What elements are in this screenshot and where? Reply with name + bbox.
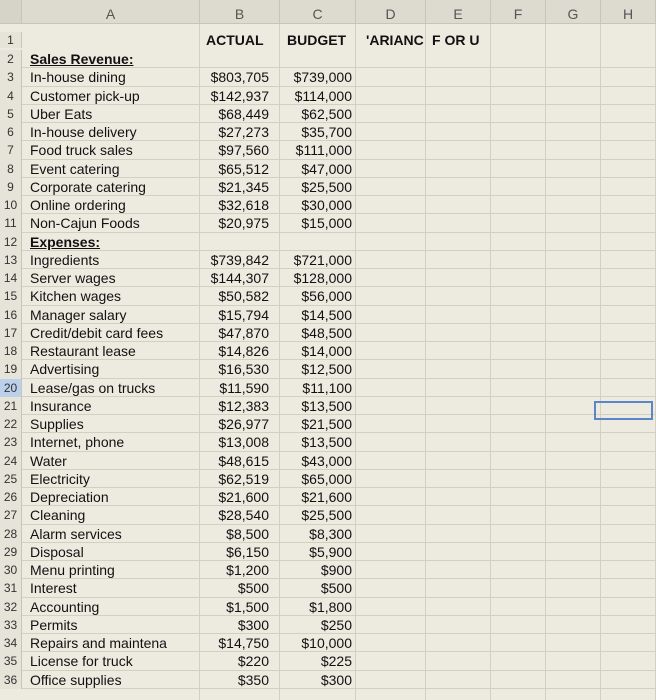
header-variance[interactable]: 'ARIANC	[366, 32, 424, 48]
cell-budget[interactable]: $500	[320, 580, 352, 597]
cell-budget[interactable]: $13,500	[301, 434, 352, 451]
column-header-a[interactable]: A	[22, 0, 200, 24]
cell-actual[interactable]: $21,345	[218, 178, 269, 195]
cell-budget[interactable]: $65,000	[301, 470, 352, 487]
row-header[interactable]: 13	[0, 251, 22, 269]
row-header[interactable]: 4	[0, 87, 22, 105]
cell-actual[interactable]: $26,977	[218, 416, 269, 432]
row-header[interactable]: 15	[0, 287, 22, 305]
cell-budget[interactable]: $30,000	[301, 197, 352, 213]
cell-actual[interactable]: $14,750	[218, 635, 269, 651]
cell-label[interactable]: Accounting	[30, 598, 100, 615]
row-header[interactable]: 34	[0, 634, 22, 652]
row-header[interactable]: 14	[0, 269, 22, 287]
cell-budget[interactable]: $13,500	[301, 397, 352, 414]
header-actual[interactable]: ACTUAL	[206, 32, 264, 48]
row-header[interactable]: 29	[0, 543, 22, 561]
cell-actual[interactable]: $32,618	[218, 197, 269, 213]
cell-budget[interactable]: $35,700	[301, 124, 352, 140]
row-header[interactable]: 12	[0, 233, 22, 251]
row-line	[22, 233, 656, 251]
row-header[interactable]: 19	[0, 360, 22, 378]
cell-actual[interactable]: $16,530	[218, 361, 269, 378]
cell-actual[interactable]: $48,615	[218, 452, 269, 469]
column-header-d[interactable]: D	[356, 0, 426, 24]
cell-label[interactable]: Insurance	[30, 397, 92, 414]
cell-budget[interactable]: $14,500	[301, 306, 352, 323]
cell-budget[interactable]: $15,000	[301, 215, 352, 232]
cell-actual[interactable]: $144,307	[210, 270, 269, 286]
row-header[interactable]: 20	[0, 379, 22, 397]
cell-actual[interactable]: $65,512	[218, 160, 269, 177]
cell-label[interactable]: In-house delivery	[30, 124, 137, 140]
cell-actual[interactable]: $6,150	[226, 543, 269, 560]
row-header[interactable]: 27	[0, 506, 22, 524]
row-header[interactable]: 6	[0, 123, 22, 141]
select-all-corner[interactable]	[0, 0, 22, 24]
cell-budget[interactable]: $11,100	[302, 379, 352, 396]
cell-label[interactable]: Uber Eats	[30, 105, 93, 122]
cell-label[interactable]: Ingredients	[30, 251, 100, 268]
cell-actual[interactable]: $97,560	[218, 142, 269, 159]
cell-actual[interactable]: $47,870	[218, 324, 269, 341]
cell-label[interactable]: Customer pick-up	[30, 87, 140, 104]
cell-budget[interactable]: $225	[320, 653, 352, 670]
cell-actual[interactable]: $68,449	[218, 105, 269, 122]
row-header[interactable]: 21	[0, 397, 22, 415]
row-header[interactable]: 8	[0, 160, 22, 178]
cell-budget[interactable]: $1,800	[309, 598, 352, 615]
cell-label[interactable]: Event catering	[30, 160, 120, 177]
cell-label[interactable]: Repairs and maintena	[30, 635, 167, 651]
cell-label[interactable]: In-house dining	[30, 69, 126, 86]
cell-budget[interactable]: $900	[320, 562, 352, 578]
cell-label[interactable]: Internet, phone	[30, 434, 125, 451]
cell-budget[interactable]: $14,000	[301, 343, 352, 359]
cell-actual[interactable]: $21,600	[218, 489, 269, 505]
column-header-f[interactable]: F	[491, 0, 546, 24]
cell-budget[interactable]: $21,600	[301, 489, 352, 505]
header-f-or-u[interactable]: F OR U	[432, 32, 480, 48]
cell-budget[interactable]: $21,500	[301, 416, 352, 432]
row-header[interactable]: 10	[0, 196, 22, 214]
cell-label[interactable]: Cleaning	[30, 507, 86, 524]
cell-label[interactable]: Non-Cajun Foods	[30, 215, 140, 232]
cell-actual[interactable]: $1,200	[226, 562, 269, 578]
cell-budget[interactable]: $10,000	[301, 635, 352, 651]
cell-label[interactable]: Manager salary	[30, 306, 127, 323]
cell-actual[interactable]: $739,842	[210, 251, 269, 268]
row-header[interactable]: 1	[0, 32, 22, 48]
cell-label[interactable]: Water	[30, 452, 67, 469]
cell-label[interactable]: Menu printing	[30, 562, 115, 578]
cell-budget[interactable]: $300	[320, 671, 352, 688]
row-header[interactable]: 33	[0, 616, 22, 634]
cell-label[interactable]: Advertising	[30, 361, 100, 378]
cell-label[interactable]: Depreciation	[30, 489, 109, 505]
column-header-e[interactable]: E	[426, 0, 491, 24]
cell-actual[interactable]: $28,540	[218, 507, 269, 524]
cell-actual[interactable]: $12,383	[218, 397, 269, 414]
cell-label[interactable]: Kitchen wages	[30, 288, 122, 305]
column-header-g[interactable]: G	[546, 0, 601, 24]
cell-actual[interactable]: $20,975	[218, 215, 269, 232]
row-header[interactable]: 35	[0, 652, 22, 670]
cell-actual[interactable]: $11,590	[219, 379, 269, 396]
row-header[interactable]: 3	[0, 68, 22, 86]
row-header[interactable]: 7	[0, 141, 22, 159]
cell-budget[interactable]: $721,000	[293, 251, 352, 268]
cell-actual[interactable]: $62,519	[218, 470, 269, 487]
cell-label[interactable]: Supplies	[30, 416, 84, 432]
row-header[interactable]: 23	[0, 433, 22, 451]
cell-budget[interactable]: $250	[320, 616, 352, 633]
cell-label[interactable]: Electricity	[30, 470, 90, 487]
row-header[interactable]: 31	[0, 579, 22, 597]
cell-label[interactable]: Restaurant lease	[30, 343, 136, 359]
cell-actual[interactable]: $500	[237, 580, 269, 597]
selected-cell[interactable]	[594, 401, 653, 420]
row-header[interactable]: 25	[0, 470, 22, 488]
row-header[interactable]: 28	[0, 525, 22, 543]
cell-label[interactable]: Lease/gas on trucks	[30, 379, 156, 396]
row-header[interactable]: 18	[0, 342, 22, 360]
row-header[interactable]: 5	[0, 105, 22, 123]
cell-budget[interactable]: $47,000	[301, 160, 352, 177]
column-header-b[interactable]: B	[200, 0, 280, 24]
cell-actual[interactable]: $27,273	[218, 124, 269, 140]
cell-actual[interactable]: $1,500	[226, 598, 269, 615]
row-header[interactable]: 30	[0, 561, 22, 579]
header-budget[interactable]: BUDGET	[287, 32, 347, 48]
cell-label[interactable]: Interest	[30, 580, 77, 597]
cell-label[interactable]: Server wages	[30, 270, 116, 286]
column-header-h[interactable]: H	[601, 0, 656, 24]
row-header[interactable]: 26	[0, 488, 22, 506]
cell-budget[interactable]: $62,500	[301, 105, 352, 122]
row-header[interactable]: 11	[0, 214, 22, 232]
cell-actual[interactable]: $142,937	[210, 87, 269, 104]
cell-actual[interactable]: $8,500	[226, 525, 269, 542]
cell-label[interactable]: Online ordering	[30, 197, 126, 213]
row-header[interactable]: 36	[0, 671, 22, 689]
cell-label[interactable]: Credit/debit card fees	[30, 324, 164, 341]
cell-label[interactable]: Permits	[30, 616, 78, 633]
row-header[interactable]: 22	[0, 415, 22, 433]
cell-budget[interactable]: $8,300	[309, 525, 352, 542]
cell-label[interactable]: Alarm services	[30, 525, 122, 542]
row-header[interactable]: 16	[0, 306, 22, 324]
cell-actual[interactable]: $300	[237, 616, 269, 633]
cell-budget[interactable]: $5,900	[309, 543, 352, 560]
cell-label[interactable]: Sales Revenue:	[30, 51, 134, 67]
cell-budget[interactable]: $43,000	[301, 452, 352, 469]
cell-budget[interactable]: $111,000	[295, 142, 352, 159]
row-header[interactable]: 9	[0, 178, 22, 196]
cell-actual[interactable]: $13,008	[218, 434, 269, 451]
row-header[interactable]: 32	[0, 598, 22, 616]
cell-label[interactable]: License for truck	[30, 653, 133, 670]
cell-budget[interactable]: $739,000	[293, 69, 352, 86]
cell-actual[interactable]: $14,826	[218, 343, 269, 359]
cell-label[interactable]: Expenses:	[30, 233, 101, 250]
cell-label[interactable]: Disposal	[30, 543, 84, 560]
cell-label[interactable]: Corporate catering	[30, 178, 146, 195]
cell-actual[interactable]: $50,582	[218, 288, 269, 305]
cell-budget[interactable]: $25,500	[301, 178, 352, 195]
cell-budget[interactable]: $128,000	[293, 270, 352, 286]
cell-label[interactable]: Food truck sales	[30, 142, 133, 159]
column-header-c[interactable]: C	[280, 0, 356, 24]
row-header[interactable]: 24	[0, 452, 22, 470]
cell-label[interactable]: Office supplies	[30, 671, 122, 688]
cell-budget[interactable]: $12,500	[301, 361, 352, 378]
cell-budget[interactable]: $56,000	[301, 288, 352, 305]
cell-budget[interactable]: $25,500	[301, 507, 352, 524]
cell-actual[interactable]: $803,705	[210, 69, 269, 86]
cell-budget[interactable]: $48,500	[301, 324, 352, 341]
cell-actual[interactable]: $350	[237, 671, 269, 688]
cell-budget[interactable]: $114,000	[294, 87, 352, 104]
row-header[interactable]: 2	[0, 50, 22, 68]
row-header[interactable]: 17	[0, 324, 22, 342]
cell-actual[interactable]: $220	[237, 653, 269, 670]
cell-actual[interactable]: $15,794	[218, 306, 269, 323]
